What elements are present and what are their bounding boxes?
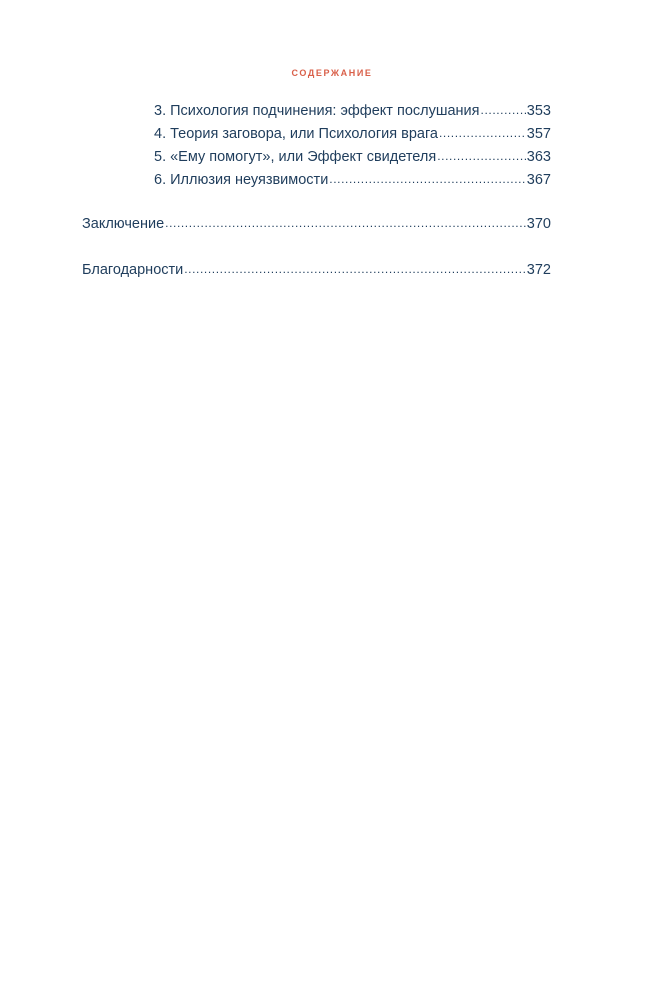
dot-leader [184, 260, 526, 278]
running-head: СОДЕРЖАНИЕ [291, 68, 373, 78]
toc-entry-title: Заключение [82, 216, 165, 232]
toc-entry-conclusion[interactable] [82, 215, 551, 233]
toc-entry-page: 357 [526, 126, 551, 142]
toc-entry-chapter-3[interactable] [154, 102, 551, 120]
toc-entry-chapter-4[interactable] [154, 125, 551, 143]
toc-entry-page: 367 [526, 172, 551, 188]
toc-entry-title: 6. Иллюзия неуязвимости [154, 172, 329, 188]
toc-entry-page: 363 [526, 149, 551, 165]
toc-entry-title: 5. «Ему помогут», или Эффект свидетеля [154, 149, 437, 165]
toc-entry-acknowledgements[interactable] [82, 261, 551, 279]
dot-leader [481, 101, 526, 119]
toc-entry-chapter-5[interactable] [154, 148, 551, 166]
dot-leader [437, 147, 526, 165]
toc-entry-title: 3. Психология подчинения: эффект послушания [154, 103, 480, 119]
toc-entry-chapter-6[interactable] [154, 171, 551, 189]
toc-entry-page: 372 [526, 262, 551, 278]
toc-entry-title: 4. Теория заговора, или Психология врага [154, 126, 438, 142]
dot-leader [439, 124, 526, 142]
dot-leader [165, 214, 526, 232]
toc-entry-page: 370 [526, 216, 551, 232]
dot-leader [329, 170, 526, 188]
toc-entry-title: Благодарности [82, 262, 184, 278]
toc-entry-page: 353 [526, 103, 551, 119]
